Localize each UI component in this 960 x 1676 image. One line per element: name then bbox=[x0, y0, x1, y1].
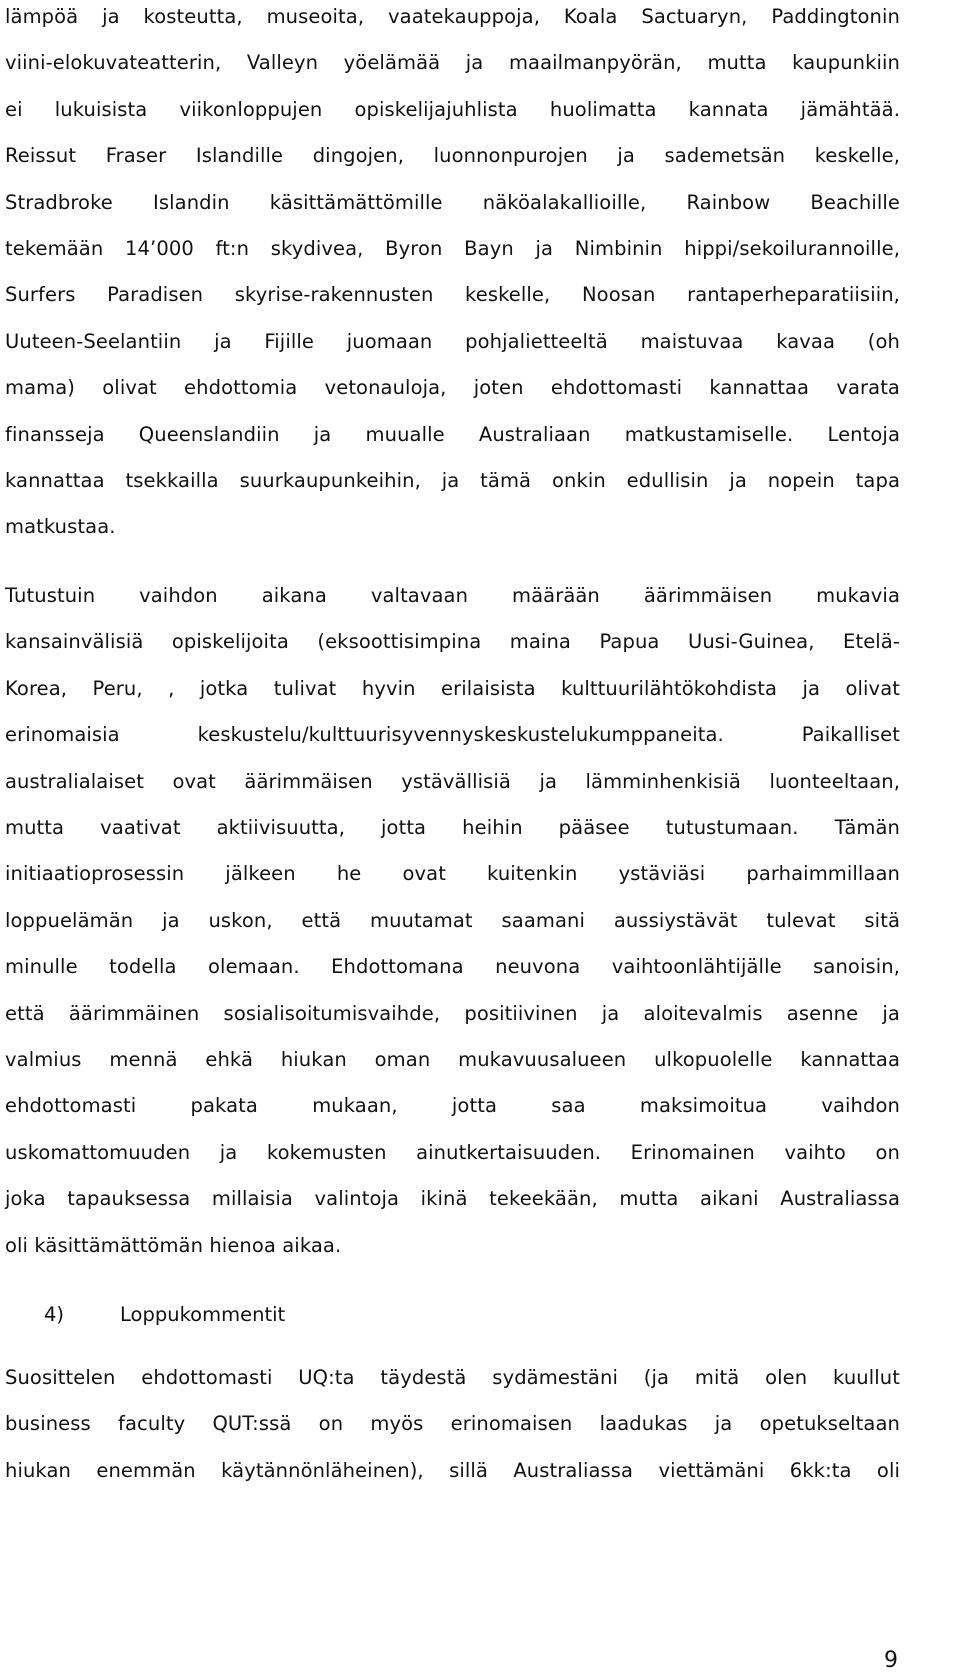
text-line: Reissut Fraser Islandille dingojen, luonnonpurojen ja sademetsän keskelle, bbox=[5, 144, 900, 168]
text-line: kannattaa tsekkailla suurkaupunkeihin, ja tämä onkin edullisin ja nopein tapa bbox=[5, 469, 900, 493]
text-line: Tutustuin vaihdon aikana valtavaan määrään äärimmäisen mukavia bbox=[5, 584, 900, 607]
text-line: australialaiset ovat äärimmäisen ystävällisiä ja lämminhenkisiä luonteeltaan, bbox=[5, 769, 900, 793]
section-title: Loppukommentit bbox=[120, 1303, 286, 1326]
section-heading bbox=[44, 1292, 285, 1338]
text-line: ei lukuisista viikonloppujen opiskelijajuhlista huolimatta kannata jämähtää. bbox=[5, 97, 900, 121]
text-line: Suosittelen ehdottomasti UQ:ta täydestä sydämestäni (ja mitä olen kuullut bbox=[5, 1366, 900, 1389]
text-line: finansseja Queenslandiin ja muualle Australiaan matkustamiselle. Lentoja bbox=[5, 422, 900, 446]
paragraph-city-trips bbox=[5, 0, 900, 551]
text-line: matkustaa. bbox=[5, 515, 116, 539]
text-line: Korea, Peru, , jotka tulivat hyvin erilaisista kulttuurilähtökohdista ja olivat bbox=[5, 676, 900, 700]
text-line: mutta vaativat aktiivisuutta, jotta heihin pääsee tutustumaan. Tämän bbox=[5, 816, 900, 840]
text-line: business faculty QUT:ssä on myös erinomaisen laadukas ja opetukseltaan bbox=[5, 1412, 900, 1436]
text-line: erinomaisia keskustelu/kulttuurisyvennyskeskustelukumppaneita. Paikalliset bbox=[5, 723, 900, 747]
text-line: oli käsittämättömän hienoa aikaa. bbox=[5, 1233, 342, 1257]
text-line: loppuelämän ja uskon, että muutamat saamani aussiystävät tulevat sitä bbox=[5, 908, 900, 932]
text-line: valmius mennä ehkä hiukan oman mukavuusalueen ulkopuolelle kannattaa bbox=[5, 1048, 900, 1072]
text-line: minulle todella olemaan. Ehdottomana neuvona vaihtoonlähtijälle sanoisin, bbox=[5, 955, 900, 979]
text-line: että äärimmäinen sosialisoitumisvaihde, positiivinen ja aloitevalmis asenne ja bbox=[5, 1001, 900, 1025]
text-line: uskomattomuuden ja kokemusten ainutkertaisuuden. Erinomainen vaihto on bbox=[5, 1140, 900, 1164]
text-line: viini-elokuvateatterin, Valleyn yöelämää ja maailmanpyörän, mutta kaupunkiin bbox=[5, 51, 900, 75]
text-line: hiukan enemmän käytännönläheinen), sillä Australiassa viettämäni 6kk:ta oli bbox=[5, 1458, 900, 1482]
text-line: kansainvälisiä opiskelijoita (eksoottisimpina maina Papua Uusi-Guinea, Etelä- bbox=[5, 630, 900, 654]
paragraph-exchange-students bbox=[5, 573, 900, 1269]
text-line: ehdottomasti pakata mukaan, jotta saa maksimoitua vaihdon bbox=[5, 1094, 900, 1118]
text-line: Uuteen-Seelantiin ja Fijille juomaan pohjalietteeltä maistuvaa kavaa (oh bbox=[5, 329, 900, 353]
text-line: mama) olivat ehdottomia vetonauloja, joten ehdottomasti kannattaa varata bbox=[5, 376, 900, 400]
text-line: tekemään 14’000 ft:n skydivea, Byron Bayn ja Nimbinin hippi/sekoilurannoille, bbox=[5, 237, 900, 261]
paragraph-final-comments bbox=[5, 1355, 900, 1494]
text-line: initiaatioprosessin jälkeen he ovat kuitenkin ystäviäsi parhaimmillaan bbox=[5, 862, 900, 886]
page-number: 9 bbox=[884, 1648, 898, 1673]
text-line: Stradbroke Islandin käsittämättömille näköalakallioille, Rainbow Beachille bbox=[5, 190, 900, 214]
text-line: Surfers Paradisen skyrise-rakennusten keskelle, Noosan rantaperheparatiisiin, bbox=[5, 283, 900, 307]
section-number: 4) bbox=[44, 1303, 65, 1326]
text-line: joka tapauksessa millaisia valintoja ikinä tekeekään, mutta aikani Australiassa bbox=[5, 1187, 900, 1211]
text-line: lämpöä ja kosteutta, museoita, vaatekauppoja, Koala Sactuaryn, Paddingtonin bbox=[5, 5, 900, 28]
